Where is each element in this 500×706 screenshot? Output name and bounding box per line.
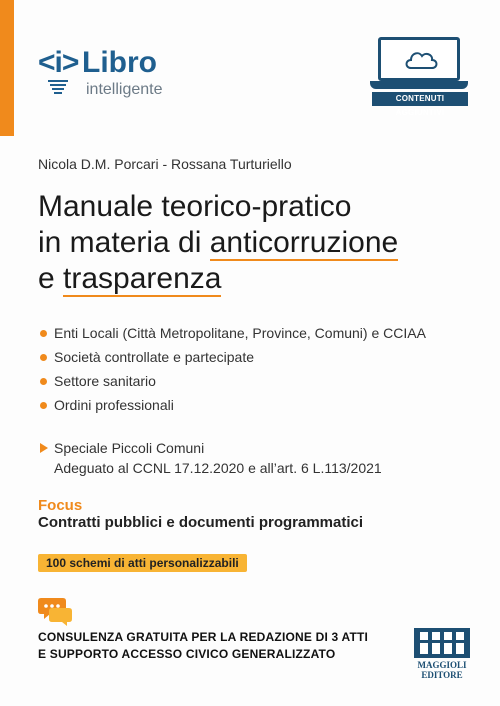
topics-list xyxy=(38,323,478,419)
list-item: Ordini professionali xyxy=(38,395,478,419)
schemi-badge: 100 schemi di atti personalizzabili xyxy=(38,554,247,572)
chat-bubbles-icon xyxy=(38,596,72,626)
authors: Nicola D.M. Porcari - Rossana Turturiello xyxy=(38,156,292,172)
extra-content-label: CONTENUTI AGGIUNTIVI xyxy=(372,92,468,106)
triangle-arrow-icon xyxy=(40,443,48,453)
consulenza-text: CONSULENZA GRATUITA PER LA REDAZIONE DI 3 ATTI E SUPPORTO ACCESSO CIVICO GENERALIZZATO xyxy=(38,630,369,661)
maggioli-mark-icon xyxy=(414,628,470,658)
special-section: Speciale Piccoli Comuni Adeguato al CCNL 17.12.2020 e all’art. 6 L.113/2021 xyxy=(38,438,382,478)
cloud-icon xyxy=(403,48,439,70)
focus-text: Contratti pubblici e documenti programmatici xyxy=(38,514,364,531)
maggioli-logo: MAGGIOLI EDITORE xyxy=(414,628,470,680)
logo-name: Libro xyxy=(82,46,157,79)
list-item: Società controllate e partecipate xyxy=(38,347,478,371)
logo-subtitle: intelligente xyxy=(86,81,163,98)
laptop-cloud-icon xyxy=(370,37,470,117)
focus-heading: Focus xyxy=(38,497,83,514)
logo-bracket: <i> xyxy=(38,46,79,79)
logo-lines-icon xyxy=(48,80,68,96)
list-item: Enti Locali (Città Metropolitane, Province, Comuni) e CCIAA xyxy=(38,323,478,347)
list-item: Settore sanitario xyxy=(38,371,478,395)
libro-intelligente-logo xyxy=(38,46,178,106)
book-title: Manuale teorico-pratico in materia di anticorruzione e trasparenza xyxy=(38,190,399,295)
orange-stripe xyxy=(0,0,14,136)
